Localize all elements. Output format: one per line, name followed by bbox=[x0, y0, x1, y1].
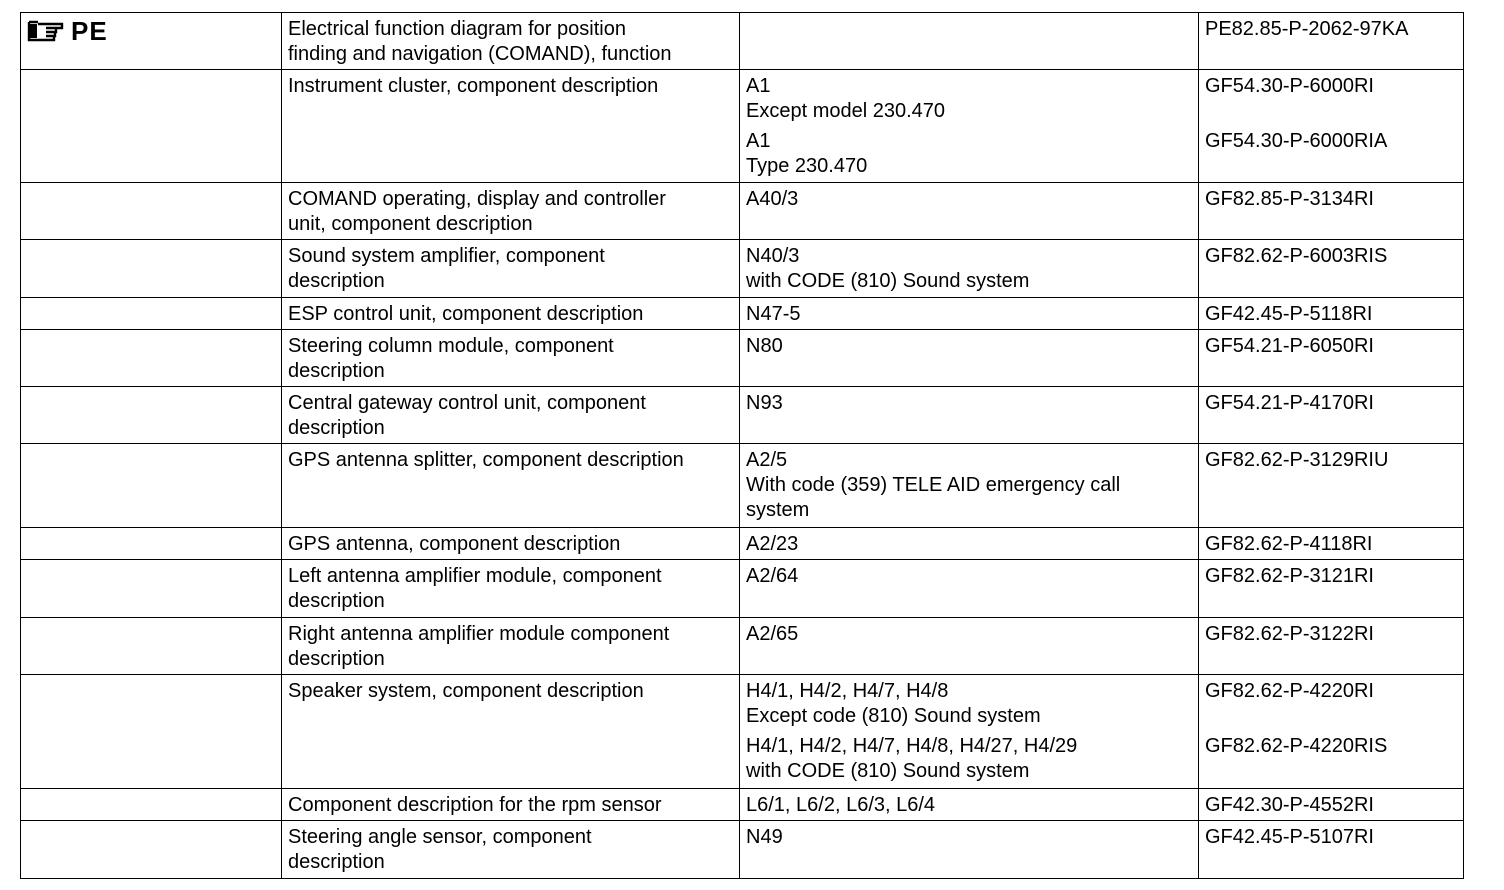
reference-group bbox=[746, 734, 1192, 784]
reference-group bbox=[746, 448, 1192, 523]
reference-group bbox=[746, 244, 1192, 294]
reference-group bbox=[746, 334, 1192, 359]
reference-line: A40/3 bbox=[746, 188, 799, 210]
reference-line: N40/3 bbox=[746, 245, 800, 267]
description-line: description bbox=[288, 648, 385, 670]
description-cell bbox=[282, 675, 740, 789]
reference-cell bbox=[740, 560, 1199, 618]
document-number[interactable]: GF42.30-P-4552RI bbox=[1205, 794, 1374, 816]
table-row bbox=[21, 444, 1464, 528]
pe-label: PE bbox=[71, 16, 108, 46]
document-number[interactable]: GF54.21-P-6050RI bbox=[1205, 335, 1374, 357]
document-cell bbox=[1199, 821, 1464, 879]
table-row bbox=[21, 240, 1464, 298]
reference-line: Type 230.470 bbox=[746, 155, 868, 177]
reference-cell bbox=[740, 183, 1199, 240]
marker-cell bbox=[21, 240, 282, 298]
pointing-hand-icon bbox=[27, 18, 65, 44]
description-cell bbox=[282, 387, 740, 444]
marker-cell bbox=[21, 444, 282, 528]
reference-line: L6/1, L6/2, L6/3, L6/4 bbox=[746, 794, 936, 816]
reference-line: Except code (810) Sound system bbox=[746, 705, 1041, 727]
reference-table bbox=[20, 12, 1464, 879]
reference-cell bbox=[740, 240, 1199, 298]
document-number[interactable]: GF42.45-P-5118RI bbox=[1205, 303, 1373, 325]
reference-line: A2/65 bbox=[746, 623, 799, 645]
document-number[interactable]: GF82.62-P-4118RI bbox=[1205, 533, 1373, 555]
document-cell bbox=[1199, 560, 1464, 618]
reference-cell bbox=[740, 444, 1199, 528]
document-number[interactable]: GF82.62-P-4220RIS bbox=[1205, 735, 1388, 757]
description-cell bbox=[282, 183, 740, 240]
reference-line: H4/1, H4/2, H4/7, H4/8, H4/27, H4/29 bbox=[746, 735, 1078, 757]
reference-line: A2/5 bbox=[746, 449, 788, 471]
marker-cell bbox=[21, 789, 282, 821]
description-line: Component description for the rpm sensor bbox=[288, 794, 662, 816]
description-line: COMAND operating, display and controller bbox=[288, 188, 666, 210]
description-line: Steering angle sensor, component bbox=[288, 826, 592, 848]
reference-line: A2/64 bbox=[746, 565, 799, 587]
document-number[interactable]: GF54.30-P-6000RI bbox=[1205, 75, 1374, 97]
description-line: description bbox=[288, 417, 385, 439]
description-line: unit, component description bbox=[288, 213, 533, 235]
reference-cell bbox=[740, 70, 1199, 183]
description-cell bbox=[282, 618, 740, 675]
description-line: finding and navigation (COMAND), function bbox=[288, 43, 672, 65]
reference-cell bbox=[740, 528, 1199, 560]
description-line: GPS antenna, component description bbox=[288, 533, 621, 555]
table-body bbox=[21, 13, 1464, 879]
document-cell bbox=[1199, 675, 1464, 789]
document-number[interactable]: GF82.62-P-3122RI bbox=[1205, 623, 1374, 645]
marker-cell bbox=[21, 70, 282, 183]
reference-cell bbox=[740, 789, 1199, 821]
description-cell bbox=[282, 821, 740, 879]
table-row bbox=[21, 789, 1464, 821]
reference-line: with CODE (810) Sound system bbox=[746, 760, 1030, 782]
document-number[interactable]: PE82.85-P-2062-97KA bbox=[1205, 18, 1409, 40]
document-number[interactable]: GF54.21-P-4170RI bbox=[1205, 392, 1374, 414]
document-cell bbox=[1199, 240, 1464, 298]
marker-cell bbox=[21, 821, 282, 879]
table-row bbox=[21, 13, 1464, 70]
description-line: Right antenna amplifier module component bbox=[288, 623, 670, 645]
reference-group bbox=[746, 793, 1192, 818]
reference-group bbox=[746, 825, 1192, 850]
reference-group bbox=[746, 564, 1192, 589]
description-line: Electrical function diagram for position bbox=[288, 18, 626, 40]
marker-cell bbox=[21, 298, 282, 330]
reference-group bbox=[746, 187, 1192, 212]
description-line: Instrument cluster, component description bbox=[288, 75, 659, 97]
description-line: description bbox=[288, 851, 385, 873]
description-cell bbox=[282, 444, 740, 528]
table-row bbox=[21, 70, 1464, 183]
document-cell bbox=[1199, 330, 1464, 387]
description-line: description bbox=[288, 360, 385, 382]
document-cell bbox=[1199, 183, 1464, 240]
description-cell bbox=[282, 298, 740, 330]
description-line: Central gateway control unit, component bbox=[288, 392, 646, 414]
reference-cell bbox=[740, 618, 1199, 675]
reference-cell bbox=[740, 330, 1199, 387]
reference-line: H4/1, H4/2, H4/7, H4/8 bbox=[746, 680, 949, 702]
table-row bbox=[21, 330, 1464, 387]
document-cell bbox=[1199, 298, 1464, 330]
reference-line: N93 bbox=[746, 392, 783, 414]
reference-line: N80 bbox=[746, 335, 783, 357]
spacer bbox=[1205, 99, 1457, 129]
table-row bbox=[21, 298, 1464, 330]
marker-cell bbox=[21, 528, 282, 560]
document-number[interactable]: GF82.62-P-3129RIU bbox=[1205, 449, 1389, 471]
document-cell bbox=[1199, 618, 1464, 675]
reference-cell bbox=[740, 821, 1199, 879]
table-row bbox=[21, 675, 1464, 789]
document-cell bbox=[1199, 70, 1464, 183]
reference-line: Except model 230.470 bbox=[746, 100, 946, 122]
description-line: Steering column module, component bbox=[288, 335, 614, 357]
marker-cell bbox=[21, 560, 282, 618]
document-cell bbox=[1199, 13, 1464, 70]
document-number[interactable]: GF82.62-P-3121RI bbox=[1205, 565, 1374, 587]
table-row bbox=[21, 618, 1464, 675]
reference-group bbox=[746, 532, 1192, 557]
description-line: Left antenna amplifier module, component bbox=[288, 565, 662, 587]
description-line: GPS antenna splitter, component description bbox=[288, 449, 684, 471]
marker-cell bbox=[21, 13, 282, 70]
description-cell bbox=[282, 330, 740, 387]
document-cell bbox=[1199, 789, 1464, 821]
description-line: description bbox=[288, 590, 385, 612]
description-cell bbox=[282, 70, 740, 183]
marker-cell bbox=[21, 618, 282, 675]
document-number[interactable]: GF82.62-P-6003RIS bbox=[1205, 245, 1388, 267]
document-number[interactable]: GF82.85-P-3134RI bbox=[1205, 188, 1374, 210]
reference-cell bbox=[740, 387, 1199, 444]
description-line: Sound system amplifier, component bbox=[288, 245, 605, 267]
marker-cell bbox=[21, 330, 282, 387]
reference-line: A2/23 bbox=[746, 533, 799, 555]
reference-group bbox=[746, 622, 1192, 647]
table-row bbox=[21, 387, 1464, 444]
spacer bbox=[1205, 704, 1457, 734]
reference-group bbox=[746, 302, 1192, 327]
reference-group bbox=[746, 679, 1192, 729]
document-cell bbox=[1199, 444, 1464, 528]
description-cell bbox=[282, 560, 740, 618]
description-cell bbox=[282, 13, 740, 70]
document-cell bbox=[1199, 387, 1464, 444]
reference-line: with CODE (810) Sound system bbox=[746, 270, 1030, 292]
table-row bbox=[21, 183, 1464, 240]
document-number[interactable]: GF82.62-P-4220RI bbox=[1205, 680, 1374, 702]
reference-group bbox=[746, 391, 1192, 416]
description-cell bbox=[282, 528, 740, 560]
reference-group bbox=[746, 129, 1192, 179]
reference-group bbox=[746, 74, 1192, 124]
reference-line: system bbox=[746, 499, 810, 521]
marker-cell bbox=[21, 387, 282, 444]
pe-marker bbox=[27, 17, 275, 45]
reference-line: With code (359) TELE AID emergency call bbox=[746, 474, 1121, 496]
reference-cell bbox=[740, 13, 1199, 70]
description-line: Speaker system, component description bbox=[288, 680, 644, 702]
table-row bbox=[21, 821, 1464, 879]
description-line: description bbox=[288, 270, 385, 292]
reference-line: N49 bbox=[746, 826, 783, 848]
table-row bbox=[21, 560, 1464, 618]
reference-line: A1 bbox=[746, 130, 771, 152]
reference-line: A1 bbox=[746, 75, 771, 97]
description-cell bbox=[282, 240, 740, 298]
description-line: ESP control unit, component description bbox=[288, 303, 644, 325]
reference-line: N47-5 bbox=[746, 303, 801, 325]
reference-cell bbox=[740, 675, 1199, 789]
marker-cell bbox=[21, 675, 282, 789]
description-cell bbox=[282, 789, 740, 821]
marker-cell bbox=[21, 183, 282, 240]
reference-cell bbox=[740, 298, 1199, 330]
document-number[interactable]: GF42.45-P-5107RI bbox=[1205, 826, 1374, 848]
document-number[interactable]: GF54.30-P-6000RIA bbox=[1205, 130, 1388, 152]
document-cell bbox=[1199, 528, 1464, 560]
table-row bbox=[21, 528, 1464, 560]
